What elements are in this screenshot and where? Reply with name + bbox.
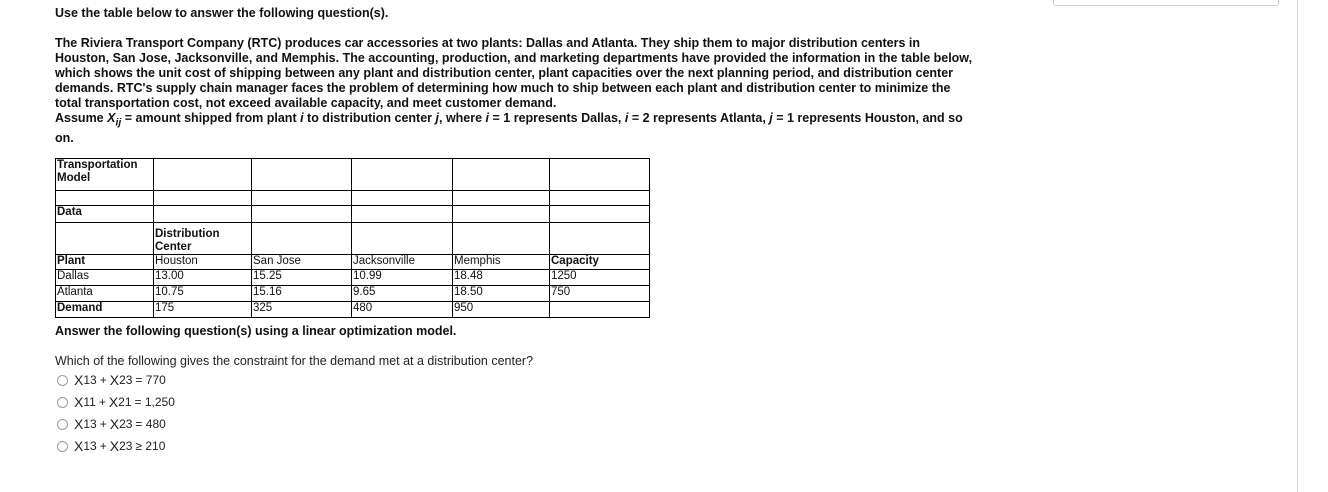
transportation-table	[55, 158, 650, 318]
header-jacksonville: Jacksonville	[352, 255, 453, 270]
cell: 175	[154, 302, 252, 318]
table-row	[56, 286, 650, 302]
table-row	[56, 191, 650, 206]
row-label: Atlanta	[56, 286, 154, 302]
cell: 13.00	[154, 270, 252, 286]
table-title-cell: Transportation Model	[56, 159, 154, 191]
cell: 18.50	[453, 286, 550, 302]
question-text: Which of the following gives the constraint for the demand met at a distribution center?	[55, 354, 534, 368]
header-san-jose: San Jose	[252, 255, 352, 270]
table-header-row	[56, 255, 650, 270]
row-label: Demand	[56, 302, 154, 318]
answer-panel-frame	[1053, 0, 1279, 6]
row-label: Dallas	[56, 270, 154, 286]
cell: 15.16	[252, 286, 352, 302]
header-capacity: Capacity	[550, 255, 650, 270]
radio-button[interactable]	[57, 397, 68, 408]
table-row	[56, 270, 650, 286]
cell: 950	[453, 302, 550, 318]
header-memphis: Memphis	[453, 255, 550, 270]
distribution-center-label: Distribution Center	[154, 223, 252, 255]
table-row	[56, 223, 650, 255]
problem-paragraph: The Riviera Transport Company (RTC) produces car accessories at two plants: Dallas and Atlanta. They ship them to major distribution centers in Houston, San Jose, Jacksonville, and Memphis. The accounting, production, and marketing departments have provided the information in the table below, which shows the unit cost of shipping between any plant and distribution center, plant capacities over the next planning period, and distribution center demands. RTC's supply chain manager faces the problem of determining how much to ship between each plant and distribution center to minimize the total transportation cost, not exceed available capacity, and meet customer demand.	[55, 36, 973, 110]
cell: 18.48	[453, 270, 550, 286]
cell: 10.99	[352, 270, 453, 286]
radio-button[interactable]	[57, 441, 68, 452]
cell: 10.75	[154, 286, 252, 302]
table-row	[56, 159, 650, 191]
radio-button[interactable]	[57, 419, 68, 430]
cell: 480	[352, 302, 453, 318]
table-row	[56, 206, 650, 223]
cell: 750	[550, 286, 650, 302]
cell: 1250	[550, 270, 650, 286]
answer-option-4[interactable]: X 13 + X 23 ≥ 210	[57, 438, 165, 454]
radio-button[interactable]	[57, 375, 68, 386]
cell: 9.65	[352, 286, 453, 302]
header-plant: Plant	[56, 255, 154, 270]
panel-divider	[1297, 0, 1298, 492]
cell: 15.25	[252, 270, 352, 286]
answer-option-1[interactable]: X 13 + X 23 = 770	[57, 372, 166, 388]
header-houston: Houston	[154, 255, 252, 270]
demand-row	[56, 302, 650, 318]
assumption-text: Assume $X_{ij}$ = amount shipped from plant i to distribution center j, where i = 1 represents Dallas, i = 2 represents Atlanta, j = 1 represents Houston, and so on.	[55, 111, 963, 145]
data-label: Data	[56, 206, 154, 223]
intro-text: Use the table below to answer the following question(s).	[55, 6, 389, 20]
answer-instruction: Answer the following question(s) using a linear optimization model.	[55, 324, 457, 338]
answer-option-3[interactable]: X 13 + X 23 = 480	[57, 416, 166, 432]
cell: 325	[252, 302, 352, 318]
cell	[550, 302, 650, 318]
answer-option-2[interactable]: X 11 + X 21 = 1,250	[57, 394, 175, 410]
